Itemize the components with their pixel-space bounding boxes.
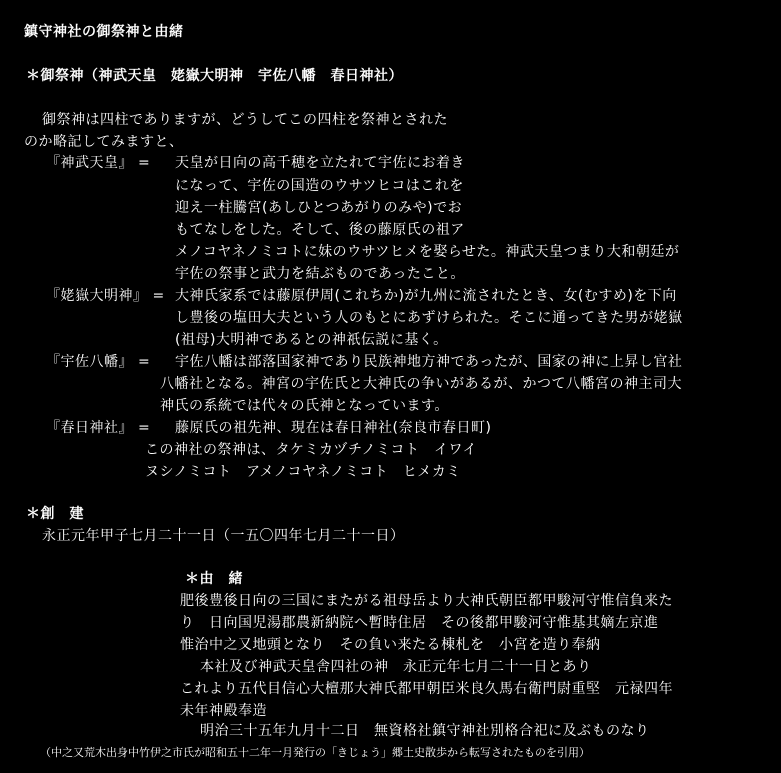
intro-line-1: 御祭神は四柱でありますが、どうしてこの四柱を祭神とされた bbox=[42, 112, 448, 128]
deity-text-line: メノコヤネノミコトに妹のウサツヒメを娶らせた。神武天皇つまり大和朝廷が bbox=[175, 244, 680, 260]
yuisho-line: 肥後豊後日向の三国にまたがる祖母岳より大神氏朝臣都甲駿河守惟信負来た bbox=[180, 593, 673, 609]
deity-term-usa: 『宇佐八幡』 = bbox=[46, 354, 151, 370]
deity-text-line: もてなしをした。そして、後の藤原氏の祖ア bbox=[175, 222, 465, 238]
page-title: 鎮守神社の御祭神と由緒 bbox=[24, 24, 184, 40]
deity-text-line: 宇佐八幡は部落国家神であり民族神地方神であったが、国家の神に上昇し官社 bbox=[175, 354, 683, 370]
yuisho-line: 本社及び神武天皇舎四社の神 永正元年七月二十一日とあり bbox=[200, 659, 592, 675]
deity-term-kasuga: 『春日神社』 = bbox=[46, 420, 151, 436]
yuisho-line: 未年神殿奉造 bbox=[180, 703, 267, 719]
deity-text-line: 神氏の系統では代々の氏神となっています。 bbox=[160, 398, 449, 414]
deity-term-jimmu: 『神武天皇』 = bbox=[46, 155, 151, 171]
gosaijin-heading: ＊御祭神（神武天皇 姥嶽大明神 宇佐八幡 春日神社） bbox=[26, 68, 403, 84]
souken-date: 永正元年甲子七月二十一日（一五〇四年七月二十一日） bbox=[42, 528, 405, 544]
yuisho-heading: ＊由 緒 bbox=[185, 571, 243, 587]
intro-line-2: のか略記してみますと、 bbox=[24, 134, 184, 150]
deity-text-line: 八幡社となる。神宮の宇佐氏と大神氏の争いがあるが、かつて八幡宮の神主司大 bbox=[160, 376, 682, 392]
deity-text-line: し豊後の塩田大夫という人のもとにあずけられた。そこに通ってきた男が姥嶽 bbox=[175, 310, 683, 326]
deity-text-line: 大神氏家系では藤原伊周(これちか)が九州に流されたとき、女(むすめ)を下向 bbox=[175, 288, 677, 304]
deity-text-line: (祖母)大明神であるとの神祇伝説に基く。 bbox=[175, 332, 448, 348]
deity-text-line: 迎え一柱騰宮(あしひとつあがりのみや)でお bbox=[175, 200, 463, 216]
source-note: （中之又荒木出身中竹伊之市氏が昭和五十二年一月発行の「きじょう」郷土史散歩から転写されたものを引用） bbox=[40, 746, 590, 759]
yuisho-line: り 日向国児湯郡農新納院へ暫時住居 その後都甲駿河守惟基其嫡左京進 bbox=[180, 615, 659, 631]
deity-text-line: ヌシノミコト アメノコヤネノミコト ヒメカミ bbox=[145, 464, 461, 480]
deity-text-line: 天皇が日向の高千穂を立たれて宇佐にお着き bbox=[175, 155, 465, 171]
yuisho-line: 惟治中之又地頭となり その負い来たる棟札を 小宮を造り奉納 bbox=[180, 637, 601, 653]
yuisho-line: 明治三十五年九月十二日 無資格社鎮守神社別格合祀に及ぶものなり bbox=[200, 723, 650, 739]
deity-text-line: 宇佐の祭事と武力を結ぶものであったこと。 bbox=[175, 266, 465, 282]
deity-text-line: 藤原氏の祖先神、現在は春日神社(奈良市春日町) bbox=[175, 420, 492, 436]
yuisho-line: これより五代目信心大檀那大神氏都甲朝臣米良久馬右衛門尉重堅 元禄四年 bbox=[180, 681, 673, 697]
deity-term-ubatake: 『姥嶽大明神』 = bbox=[46, 288, 165, 304]
deity-text-line: になって、宇佐の国造のウサツヒコはこれを bbox=[175, 178, 464, 194]
deity-text-line: この神社の祭神は、タケミカヅチノミコト イワイ bbox=[145, 442, 478, 458]
souken-heading: ＊創 建 bbox=[26, 506, 84, 522]
